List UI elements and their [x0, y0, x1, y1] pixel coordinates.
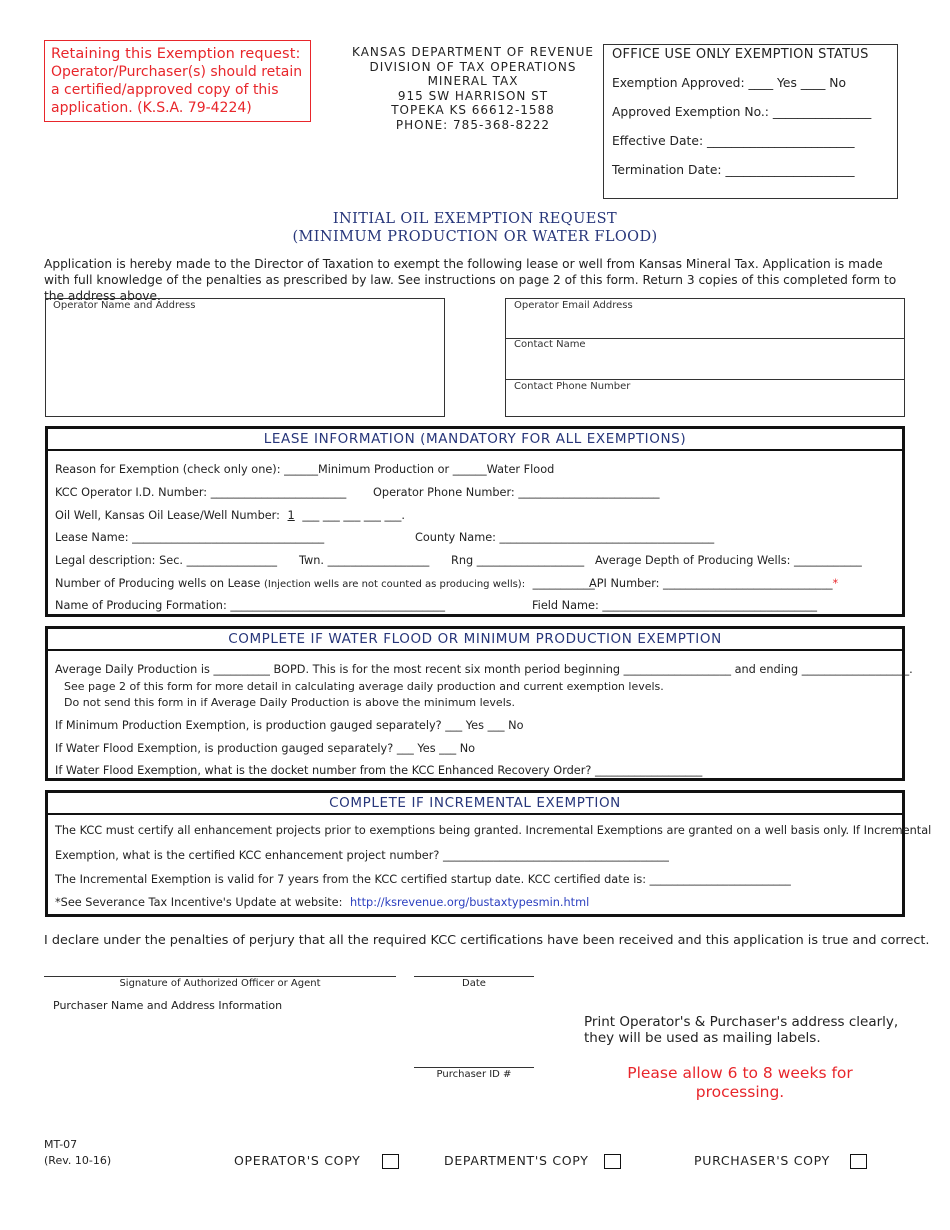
agency-header	[328, 45, 618, 132]
purchaser-id-line[interactable]	[414, 1067, 534, 1068]
purchaser-info-label: Purchaser Name and Address Information	[53, 999, 283, 1012]
kcc-docket-line[interactable]: If Water Flood Exemption, what is the docket number from the KCC Enhanced Recovery Order? ___________________	[55, 764, 703, 777]
min-production-gauged-line[interactable]: If Minimum Production Exemption, is production gauged separately? ___ Yes ___ No	[55, 719, 524, 732]
waterflood-note-2: Do not send this form in if Average Daily Production is above the minimum levels.	[64, 696, 515, 709]
retain-notice-body: Operator/Purchaser(s) should retain a certified/approved copy of this application. (K.S.A. 79-4224)	[51, 64, 303, 116]
average-depth-line[interactable]: Average Depth of Producing Wells: ____________	[595, 554, 862, 567]
agency-line-3: MINERAL TAX	[427, 74, 519, 88]
office-use-termination[interactable]: Termination Date: _____________________	[612, 163, 855, 177]
office-use-box	[603, 44, 898, 199]
api-required-star: *	[832, 577, 839, 590]
incremental-line-1: The KCC must certify all enhancement projects prior to exemptions being granted. Incremental Exemptions are granted on a well basis only. If Incremental	[55, 824, 932, 837]
contact-phone-label: Contact Phone Number	[514, 381, 631, 392]
department-copy-label: DEPARTMENT'S COPY	[444, 1153, 589, 1168]
lease-well-number-digit: 1	[287, 509, 295, 522]
incremental-section	[45, 790, 932, 917]
date-label: Date	[462, 978, 486, 989]
contact-phone-field[interactable]	[506, 379, 904, 416]
operator-copy-checkbox[interactable]	[382, 1154, 399, 1169]
form-revision: (Rev. 10-16)	[44, 1154, 112, 1167]
operator-email-field[interactable]	[506, 299, 904, 339]
officer-signature-label: Signature of Authorized Officer or Agent	[119, 978, 321, 989]
form-title-line-1: INITIAL OIL EXEMPTION REQUEST	[332, 211, 618, 227]
date-line[interactable]	[414, 976, 534, 977]
website-line	[55, 896, 589, 909]
declaration-statement: I declare under the penalties of perjury that all the required KCC certifications have been received and this application is true and correct.	[44, 933, 930, 948]
agency-line-1: KANSAS DEPARTMENT OF REVENUE	[352, 45, 594, 59]
api-number-label: API Number: ______________________________	[589, 577, 833, 590]
processing-time-note: Please allow 6 to 8 weeks for processing.	[627, 1064, 853, 1101]
field-name-line[interactable]: Field Name: ______________________________________	[532, 599, 818, 612]
lease-well-number-line[interactable]	[55, 509, 405, 522]
operator-copy-label: OPERATOR'S COPY	[234, 1153, 361, 1168]
operator-name-address-label: Operator Name and Address	[53, 300, 196, 311]
form-code: MT-07	[44, 1138, 78, 1151]
lease-well-number-label: Oil Well, Kansas Oil Lease/Well Number:	[55, 509, 280, 522]
producing-wells-line[interactable]	[55, 577, 595, 590]
agency-line-6: PHONE: 785-368-8222	[395, 117, 551, 132]
operator-phone-line[interactable]: Operator Phone Number: _________________________	[373, 486, 660, 499]
office-use-title: OFFICE USE ONLY EXEMPTION STATUS	[612, 47, 869, 62]
intro-paragraph: Application is hereby made to the Director of Taxation to exempt the following lease or well from Kansas Mineral Tax. Application is made with full knowledge of the penalties as prescribed by law. See instructions on page 2 of this form. Return 3 copies of this completed form to the address above.	[44, 257, 897, 303]
operator-name-address-box[interactable]	[45, 298, 445, 417]
incremental-section-title: COMPLETE IF INCREMENTAL EXEMPTION	[48, 793, 902, 815]
enhancement-project-number-line[interactable]: Exemption, what is the certified KCC enhancement project number? ________________________________________	[55, 849, 669, 862]
purchaser-copy-checkbox[interactable]	[850, 1154, 867, 1169]
website-link[interactable]: http://ksrevenue.org/bustaxtypesmin.html	[350, 896, 590, 909]
agency-line-2: DIVISION OF TAX OPERATIONS	[369, 59, 577, 74]
retain-notice-title: Retaining this Exemption request:	[51, 46, 301, 62]
lease-section-title: LEASE INFORMATION (MANDATORY FOR ALL EXEMPTIONS)	[48, 429, 902, 451]
agency-line-4: 915 SW HARRISON ST	[397, 88, 549, 103]
department-copy-checkbox[interactable]	[604, 1154, 621, 1169]
office-use-effective[interactable]: Effective Date: ________________________	[612, 134, 855, 148]
form-title-line-2: (MINIMUM PRODUCTION OR WATER FLOOD)	[292, 229, 658, 245]
exemption-reason-line[interactable]: Reason for Exemption (check only one): ______Minimum Production or ______Water Flood	[55, 463, 555, 476]
legal-section-line[interactable]: Legal description: Sec. ________________	[55, 554, 277, 567]
kcc-operator-id-line[interactable]: KCC Operator I.D. Number: ________________________	[55, 486, 347, 499]
producing-wells-label: Number of Producing wells on Lease	[55, 577, 261, 590]
contact-box	[505, 298, 905, 417]
officer-signature-line[interactable]	[44, 976, 396, 977]
form-title	[250, 210, 700, 246]
waterflood-gauged-line[interactable]: If Water Flood Exemption, is production gauged separately? ___ Yes ___ No	[55, 742, 476, 755]
contact-name-field[interactable]	[506, 338, 904, 380]
producing-wells-blank: ___________	[532, 577, 595, 590]
mailing-labels-note: Print Operator's & Purchaser's address clearly, they will be used as mailing labels.	[584, 1014, 899, 1046]
api-number-line[interactable]	[589, 577, 838, 590]
website-label: *See Severance Tax Incentive's Update at website:	[55, 896, 343, 909]
operator-email-label: Operator Email Address	[514, 300, 633, 311]
lease-information-section	[45, 426, 905, 617]
township-line[interactable]: Twn. __________________	[299, 554, 430, 567]
contact-name-label: Contact Name	[514, 339, 586, 350]
purchaser-id-label: Purchaser ID #	[436, 1069, 512, 1080]
office-use-approved-no[interactable]: Approved Exemption No.: ________________	[612, 105, 872, 119]
kcc-certified-date-line[interactable]: The Incremental Exemption is valid for 7 years from the KCC certified startup date. KCC certified date is: _________________________	[55, 873, 791, 886]
lease-well-number-blanks: ___ ___ ___ ___ ___.	[302, 509, 406, 522]
retain-notice-box	[44, 40, 311, 122]
lease-name-line[interactable]: Lease Name: __________________________________	[55, 531, 325, 544]
producing-formation-line[interactable]: Name of Producing Formation: ______________________________________	[55, 599, 445, 612]
waterflood-section-title: COMPLETE IF WATER FLOOD OR MINIMUM PRODUCTION EXEMPTION	[48, 629, 902, 651]
purchaser-copy-label: PURCHASER'S COPY	[694, 1153, 830, 1168]
average-daily-production-line[interactable]: Average Daily Production is __________ BOPD. This is for the most recent six month period beginning ___________________ and ending ___________________.	[55, 663, 913, 676]
office-use-approved[interactable]: Exemption Approved: ____ Yes ____ No	[612, 76, 847, 90]
range-line[interactable]: Rng ___________________	[451, 554, 585, 567]
waterflood-section	[45, 626, 913, 781]
county-name-line[interactable]: County Name: ______________________________________	[415, 531, 715, 544]
agency-line-5: TOPEKA KS 66612-1588	[391, 103, 555, 117]
waterflood-note-1: See page 2 of this form for more detail in calculating average daily production and current exemption levels.	[64, 680, 664, 693]
producing-wells-note: (Injection wells are not counted as producing wells):	[263, 579, 526, 590]
